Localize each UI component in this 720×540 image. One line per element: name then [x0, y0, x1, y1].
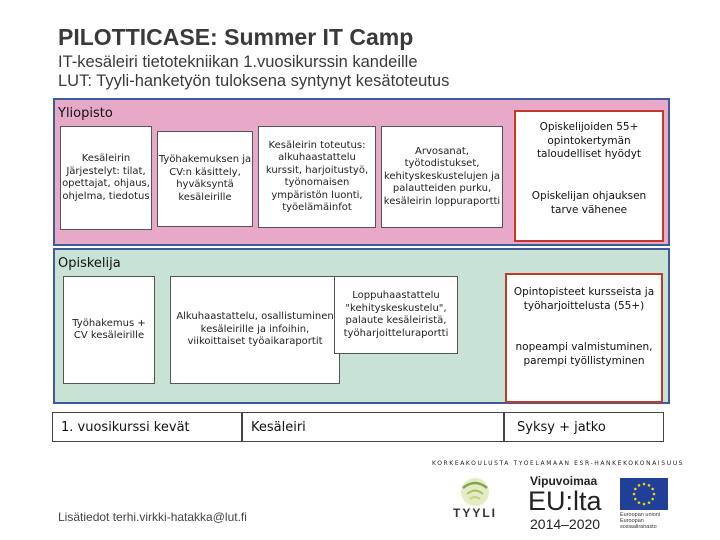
tyyli-logo: [440, 474, 510, 536]
contact-info: Lisätiedot terhi.virkki-hatakka@lut.fi: [58, 510, 247, 524]
eu-star-icon: [638, 484, 641, 487]
eu-stars-icon: [620, 478, 668, 510]
eu-star-icon: [633, 493, 636, 496]
university-box-arrangements: [60, 126, 152, 230]
timeline-phase-autumn-text: Syksy + jatko: [517, 419, 606, 435]
eu-star-icon: [638, 501, 641, 504]
university-box-camp-execution: [258, 126, 376, 228]
university-box-arrangements-text: Kesäleirin Järjestelyt: tilat, opettajat, ohjaus, ohjelma, tiedotus: [62, 153, 150, 202]
eu-star-icon: [643, 483, 646, 486]
timeline-phase-autumn: [504, 412, 664, 442]
university-box-grades-text: Arvosanat, työtodistukset, kehityskeskustelujen ja palautteiden purku, kesäleirin loppuraportti: [383, 145, 501, 207]
student-box-final-interview-text: Loppuhaastattelu "kehityskeskustelu", palaute kesäleiristä, työharjoitteluraportti: [343, 290, 449, 339]
university-box-camp-execution-text: Kesäleirin toteutus: alkuhaastattelu kurssit, harjoitustyö, työnomaisen ympäristön luonti, työelämäinfot: [265, 139, 369, 213]
student-box-application: [63, 276, 155, 384]
timeline-phase-camp-text: Kesäleiri: [251, 419, 306, 435]
university-benefit-financial: Opiskelijoiden 55+ opintokertymän taloudelliset hyödyt: [536, 121, 642, 161]
university-benefit-guidance: Opiskelijan ohjauksen tarve vähenee: [531, 190, 647, 216]
tyyli-logo-icon: [440, 474, 510, 536]
tyyli-logo-text: TYYLI: [452, 506, 497, 520]
page-title: PILOTTICASE: Summer IT Camp: [58, 24, 414, 50]
student-box-participation-text: Alkuhaastattelu, osallistuminen kesäleirille ja infoihin, viikoittaiset työaikaraportit: [176, 311, 334, 348]
eu-star-icon: [651, 488, 654, 491]
university-box-application-handling-text: Työhakemuksen ja CV:n käsittely, hyväksyntä kesäleirille: [158, 154, 252, 203]
university-box-grades: [381, 126, 503, 228]
eu-star-icon: [634, 498, 637, 501]
timeline-phase-spring-text: 1. vuosikurssi kevät: [61, 419, 190, 435]
footer-tagline: KORKEAKOULUSTA TYOELAMAAN ESR-HANKEKOKONAISUUS: [432, 460, 685, 467]
eu-flag-caption: Euroopan unioni Euroopan sosiaalirahasto: [620, 512, 661, 531]
university-label: Yliopisto: [58, 106, 113, 121]
timeline-phase-spring: [52, 412, 242, 442]
page-subtitle-1: IT-kesäleiri tietotekniikan 1.vuosikurssin kandeille: [58, 53, 418, 71]
student-box-participation: [170, 276, 340, 384]
student-box-final-interview: [334, 276, 458, 354]
eu-star-icon: [634, 488, 637, 491]
eulta-text: EU:lta: [528, 486, 602, 516]
student-box-application-text: Työhakemus + CV kesäleirille: [72, 317, 146, 341]
timeline-phase-camp: [242, 412, 504, 442]
eu-star-icon: [643, 503, 646, 506]
page-subtitle-2: LUT: Tyyli-hanketyön tuloksena syntynyt kesätoteutus: [58, 72, 450, 90]
student-benefit-graduation: nopeampi valmistuminen, parempi työllistyminen: [515, 341, 653, 367]
eu-star-icon: [648, 484, 651, 487]
student-benefit-credits: Opintopisteet kursseista ja työharjoittelusta (55+): [513, 286, 655, 312]
eu-star-icon: [653, 493, 656, 496]
eu-star-icon: [651, 498, 654, 501]
university-box-application-handling: [157, 131, 253, 227]
eulta-years-text: 2014–2020: [530, 516, 601, 532]
eu-flag-icon: [620, 478, 668, 510]
vipuvoimaa-text: Vipuvoimaa: [530, 474, 598, 488]
student-label: Opiskelija: [58, 256, 121, 271]
eu-star-icon: [648, 501, 651, 504]
